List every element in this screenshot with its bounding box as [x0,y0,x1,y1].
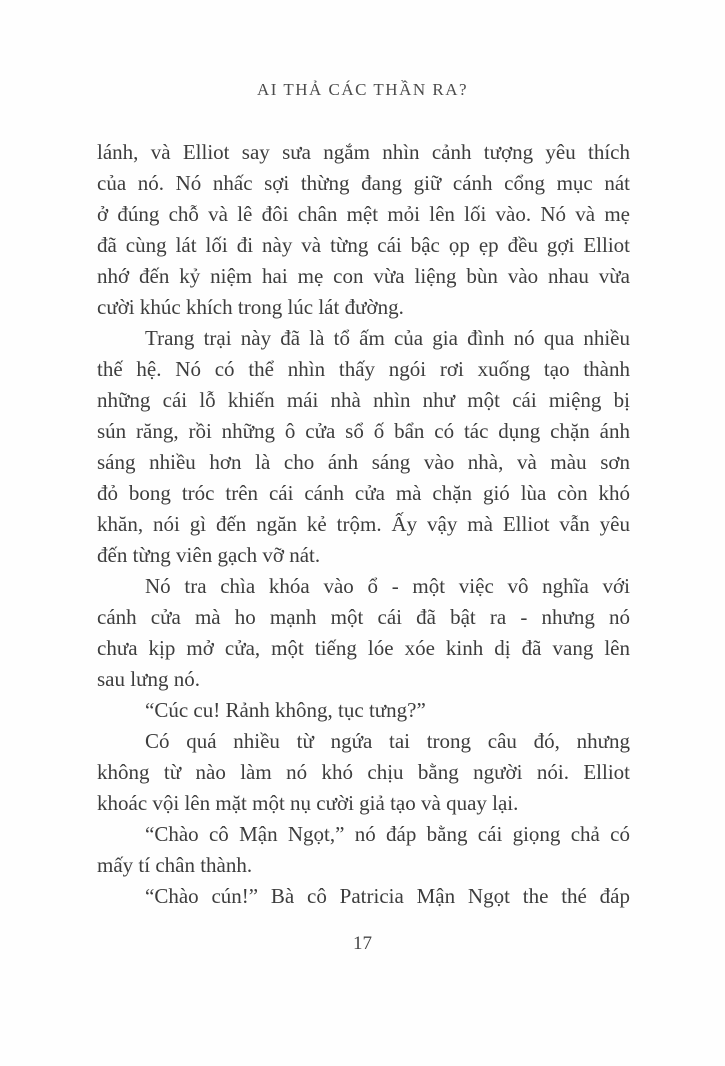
text-line: lánh, và Elliot say sưa ngắm nhìn cảnh tượng yêu thích [97,140,630,164]
text-line: Có quá nhiều từ ngứa tai trong câu đó, nhưng [145,729,630,753]
text-line: “Chào cô Mận Ngọt,” nó đáp bằng cái giọng chả có [145,822,630,846]
running-header: AI THẢ CÁC THẦN RA? [256,80,469,99]
text-line: sáng nhiều hơn là cho ánh sáng vào nhà, và màu sơn [97,450,630,474]
text-line: thế hệ. Nó có thể nhìn thấy ngói rơi xuống tạo thành [97,357,630,381]
text-line: sún răng, rồi những ô cửa sổ ố bẩn có tác dụng chặn ánh [97,419,630,443]
text-line: đã cùng lát lối đi này và từng cái bậc ọp ẹp đều gợi Elliot [97,233,630,257]
text-line: không từ nào làm nó khó chịu bằng người nói. Elliot [97,760,630,784]
text-line: đến từng viên gạch vỡ nát. [97,543,321,567]
text-line: mấy tí chân thành. [97,853,253,877]
page-number: 17 [353,933,372,954]
text-line: chưa kịp mở cửa, một tiếng lóe xóe kinh dị đã vang lên [97,636,630,660]
text-line: cánh cửa mà ho mạnh một cái đã bật ra - nhưng nó [97,605,630,629]
text-line: nhớ đến kỷ niệm hai mẹ con vừa liệng bùn vào nhau vừa [97,264,630,288]
page-body [97,137,630,912]
text-line: những cái lỗ khiến mái nhà nhìn như một cái miệng bị [97,388,630,412]
text-line: khăn, nói gì đến ngăn kẻ trộm. Ấy vậy mà Elliot vẫn yêu [97,512,630,536]
text-line: cười khúc khích trong lúc lát đường. [97,295,404,319]
text-line: Nó tra chìa khóa vào ổ - một việc vô nghĩa với [145,574,630,598]
text-line: “Cúc cu! Rảnh không, tục tưng?” [145,698,426,722]
text-line: của nó. Nó nhấc sợi thừng đang giữ cánh cổng mục nát [97,171,630,195]
text-line: ở đúng chỗ và lê đôi chân mệt mỏi lên lối vào. Nó và mẹ [97,202,630,226]
text-line: Trang trại này đã là tổ ấm của gia đình nó qua nhiều [145,326,630,350]
text-line: đỏ bong tróc trên cái cánh cửa mà chặn gió lùa còn khó [97,481,630,505]
text-line: sau lưng nó. [97,667,200,691]
text-line: “Chào cún!” Bà cô Patricia Mận Ngọt the thé đáp [145,884,630,908]
text-line: khoác vội lên mặt một nụ cười giả tạo và quay lại. [97,791,519,815]
